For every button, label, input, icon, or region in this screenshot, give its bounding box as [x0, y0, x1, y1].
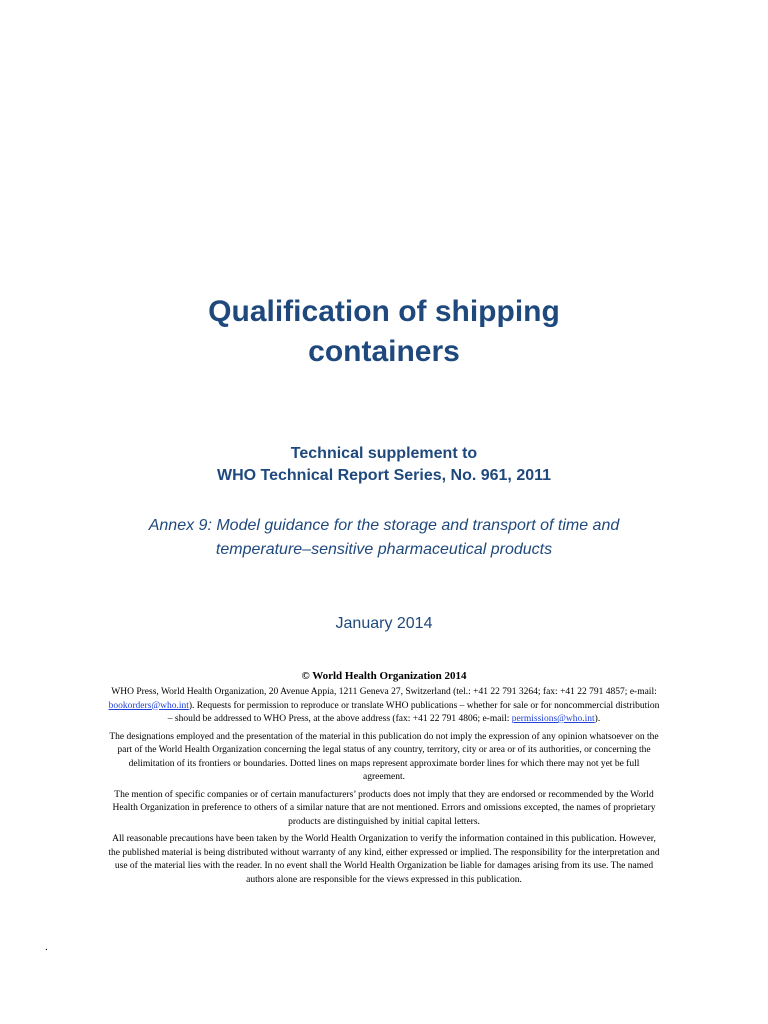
contact-text-b: ). Requests for permission to reproduce or translate WHO publications – whether for sale or for noncommercial distribution – should be addressed to WHO Press, at the above address (fax: +41 22 791 4806; e-mail:	[167, 700, 660, 724]
copyright-notice: © World Health Organization 2014	[301, 670, 467, 682]
contact-text-a: WHO Press, World Health Organization, 20 Avenue Appia, 1211 Geneva 27, Switzerland (tel.: +41 22 791 3264; fax: +41 22 791 4857; e-mail:	[111, 687, 657, 697]
contact-paragraph	[108, 686, 660, 727]
title-line-1: Qualification of shipping	[208, 295, 560, 328]
contact-text-c: ).	[594, 714, 601, 724]
subtitle-line-1: Technical supplement to	[290, 445, 478, 462]
subtitle-line-2: WHO Technical Report Series, No. 961, 2011	[216, 467, 552, 484]
bookorders-email-link[interactable]: bookorders@who.int	[108, 700, 189, 711]
designations-paragraph: The designations employed and the presentation of the material in this publication do not imply the expression of any opinion whatsoever on the part of the World Health Organization concerning the legal status of any country, territory, city or area or of its authorities, or concerning the delimitation of its frontiers or boundaries. Dotted lines on maps represent approximate border lines for which there may not yet be full agreement.	[109, 731, 659, 782]
precautions-paragraph: All reasonable precautions have been taken by the World Health Organization to verify the information contained in this publication. However, the published material is being distributed without warranty of any kind, either expressed or implied. The responsibility for the interpretation and use of the material lies with the reader. In no event shall the World Health Organization be liable for damages arising from its use. The named authors alone are responsible for the views expressed in this publication.	[108, 834, 660, 885]
document-title	[0, 292, 768, 372]
publication-date: January 2014	[335, 615, 433, 632]
mention-paragraph: The mention of specific companies or of certain manufacturers’ products does not imply that they are endorsed or recommended by the World Health Organization in preference to others of a similar nature that are not mentioned. Errors and omissions excepted, the names of proprietary products are distinguished by initial capital letters.	[112, 789, 656, 827]
title-line-2: containers	[308, 335, 460, 368]
document-subtitle	[0, 443, 768, 487]
annex-heading	[0, 514, 768, 562]
permissions-email-link[interactable]: permissions@who.int	[511, 714, 595, 724]
annex-line-2: temperature–sensitive pharmaceutical products	[215, 541, 553, 558]
stray-mark: .	[45, 941, 48, 953]
legal-notice	[108, 686, 660, 891]
annex-line-1: Annex 9: Model guidance for the storage and transport of time and	[148, 517, 620, 534]
